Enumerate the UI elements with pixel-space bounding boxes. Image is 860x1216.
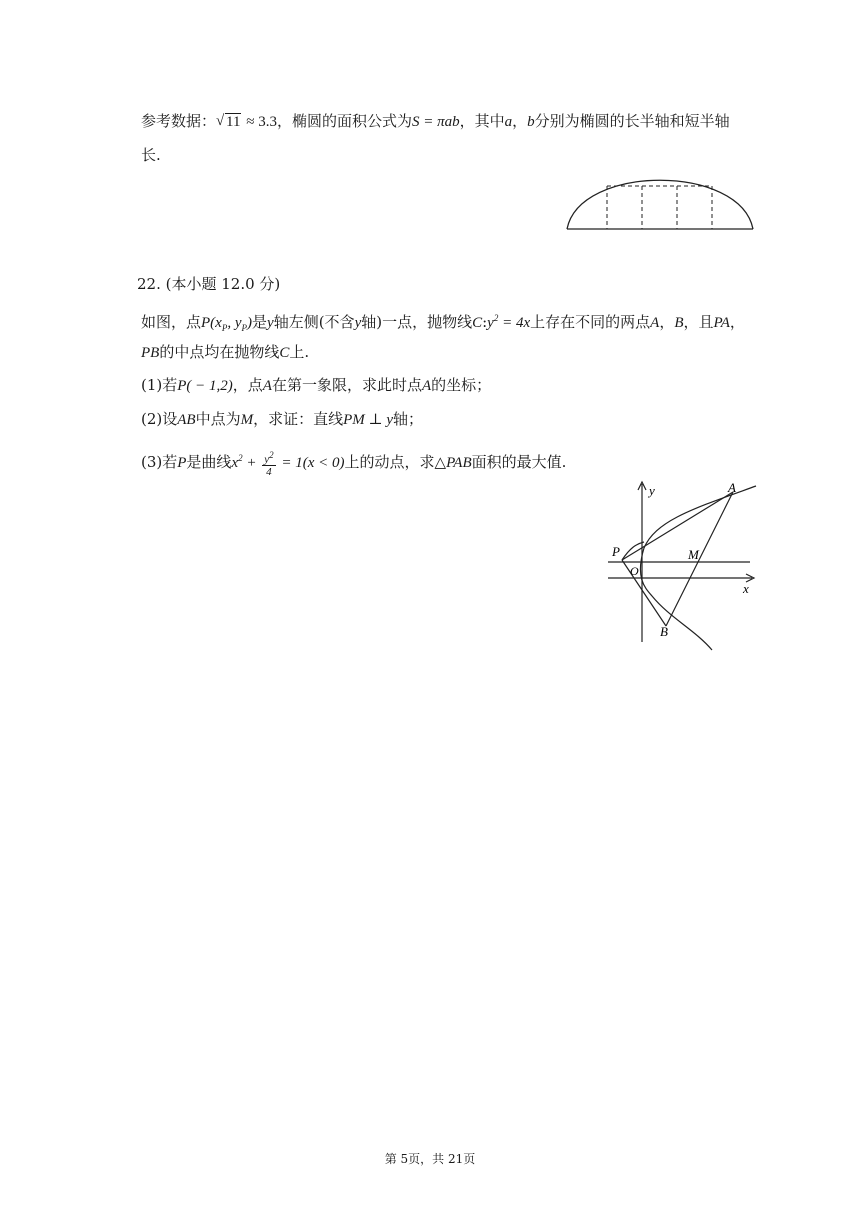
text: 是 xyxy=(252,313,268,331)
text: 轴； xyxy=(393,410,424,428)
formula-intro: ，椭圆的面积公式为 xyxy=(276,112,412,130)
page-footer: 第 5页，共 21页 xyxy=(384,1152,476,1166)
pm-perp-y: PM ⊥ y xyxy=(343,412,394,428)
sqrt-expression: √ 11 xyxy=(216,113,241,130)
text: 在第一象限，求此时点 xyxy=(271,376,422,394)
var-c: C xyxy=(279,345,290,361)
var-b: b xyxy=(527,114,535,130)
text: 如图，点 xyxy=(141,313,202,331)
segment-pb: PB xyxy=(141,345,160,361)
question-stem-line-1 xyxy=(141,308,745,338)
var-y: y xyxy=(354,315,362,331)
text: 面积的最大值. xyxy=(471,453,567,471)
triangle-pab: PAB xyxy=(446,455,472,471)
text: 轴左侧(不含 xyxy=(273,313,355,331)
text: 上的动点，求△ xyxy=(344,453,447,471)
parabola-figure xyxy=(600,478,760,656)
text: 上存在不同的两点 xyxy=(530,313,651,331)
label-x: x xyxy=(743,581,749,596)
text: 轴)一点，抛物线 xyxy=(361,313,473,331)
text: (2)设 xyxy=(141,410,178,428)
text: ，求证：直线 xyxy=(253,410,344,428)
reference-tail: 分别为椭圆的长半轴和短半轴 xyxy=(534,112,730,130)
segment-pb-line xyxy=(622,560,666,626)
label-b: B xyxy=(660,624,668,639)
half-ellipse-figure xyxy=(560,170,760,236)
parabola-curve xyxy=(640,486,756,650)
reference-prefix: 参考数据： xyxy=(141,112,217,130)
var-a: a xyxy=(504,114,513,130)
point-p-value: P( − 1,2) xyxy=(177,378,233,394)
var-a-point: A xyxy=(262,378,272,394)
label-y: y xyxy=(649,483,655,498)
ellipse-arc xyxy=(567,180,753,229)
var-c: C xyxy=(472,315,483,331)
question-stem-line-2 xyxy=(141,342,309,363)
text: (3)若 xyxy=(141,453,178,471)
text: 的坐标； xyxy=(431,376,492,394)
text: ，点 xyxy=(232,376,263,394)
formula-tail: ，其中 xyxy=(459,112,505,130)
text: 是曲线 xyxy=(186,453,232,471)
text: (1)若 xyxy=(141,376,178,394)
label-p: P xyxy=(612,544,620,559)
sqrt-radicand: 11 xyxy=(226,114,241,130)
curve-equation: $x^2$ + $\frac{y^2}{4}$ = 1(x < 0) xyxy=(231,449,345,479)
segment-pa: PA xyxy=(713,315,730,331)
label-m: M xyxy=(688,547,699,562)
label-o: O xyxy=(630,564,639,578)
parabola-equation: $y^2 = 4x$ xyxy=(487,313,531,331)
inscribed-rectangles xyxy=(607,186,712,229)
var-a-point: A xyxy=(650,315,660,331)
var-b-point: B xyxy=(674,315,684,331)
text: 上. xyxy=(289,343,310,361)
var-m: M xyxy=(240,412,254,428)
question-part-1 xyxy=(141,375,491,396)
text: ， xyxy=(659,313,675,331)
label-a: A xyxy=(728,480,736,495)
segment-ab: AB xyxy=(177,412,196,428)
question-part-3 xyxy=(141,448,566,478)
var-p: P xyxy=(177,455,187,471)
question-header: 22. (本小题 12.0 分) xyxy=(137,275,281,293)
approx-value: ≈ 3.3 xyxy=(246,114,277,130)
var-a-point: A xyxy=(421,378,432,394)
var-y: y xyxy=(267,315,274,331)
question-part-2 xyxy=(141,409,423,430)
text: 的中点均在抛物线 xyxy=(159,343,280,361)
reference-line-1 xyxy=(141,111,730,132)
text: 中点为 xyxy=(195,410,241,428)
text: ，且 xyxy=(683,313,714,331)
reference-line-2: 长. xyxy=(141,146,161,164)
ellipse-area-formula: S = πab xyxy=(412,114,460,130)
text: : xyxy=(482,313,488,331)
point-p-coords: $P(x_P$, $y_P$) xyxy=(201,315,253,333)
text: ， xyxy=(729,313,745,331)
separator: ， xyxy=(512,112,528,130)
